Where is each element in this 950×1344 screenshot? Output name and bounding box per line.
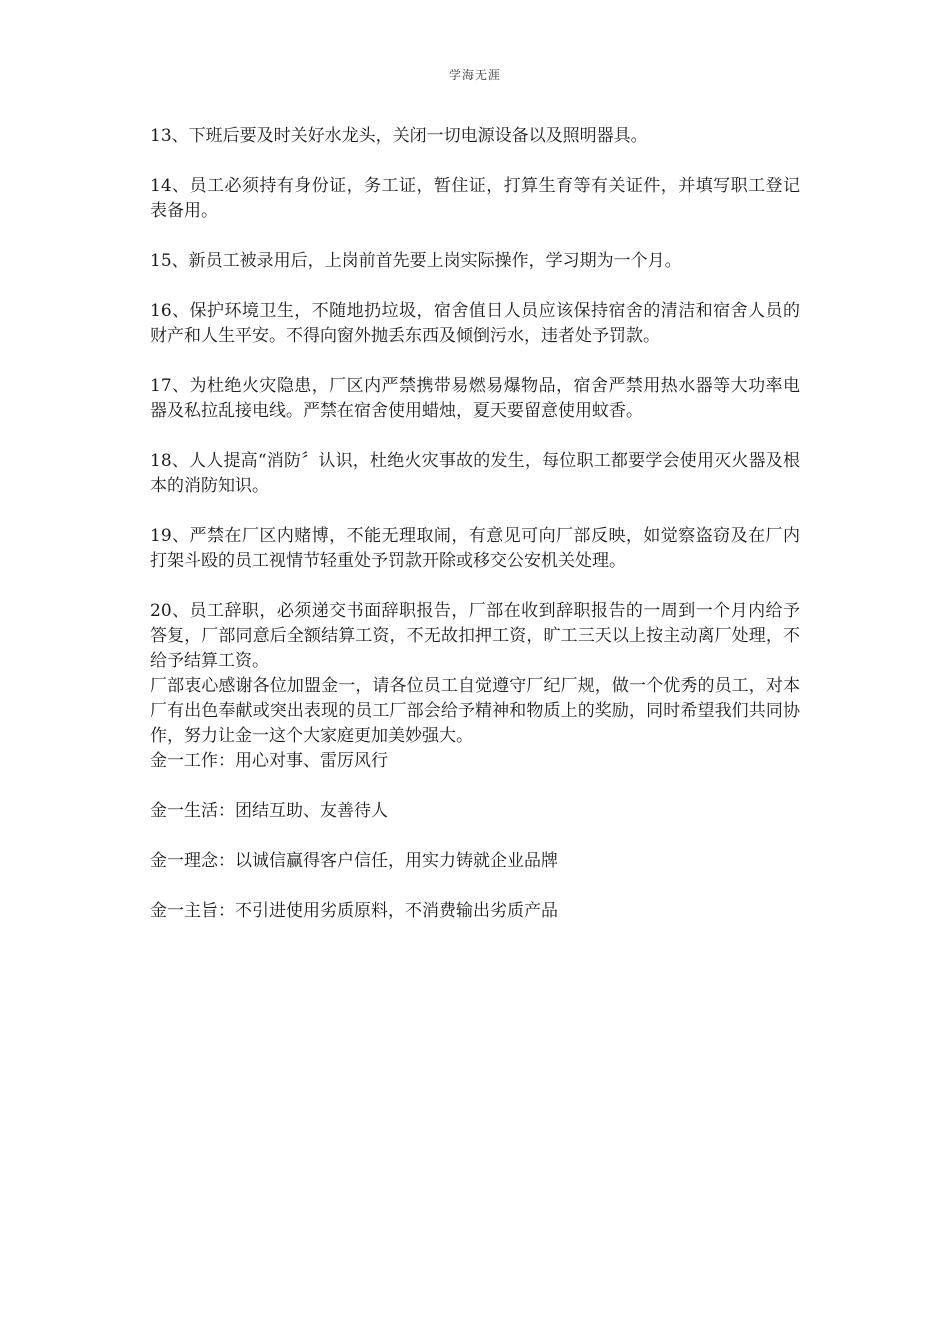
- rule-16: 16、保护环境卫生，不随地扔垃圾，宿舍值日人员应该保持宿舍的清洁和宿舍人员的财产和人生平安。不得向窗外抛丢东西及倾倒污水，违者处予罚款。: [150, 301, 800, 346]
- document-body: [150, 124, 800, 949]
- rule-20: 20、员工辞职，必须递交书面辞职报告，厂部在收到辞职报告的一周到一个月内给予答复，厂部同意后全额结算工资，不无故扣押工资，旷工三天以上按主动离厂处理，不给予结算工资。: [150, 601, 800, 671]
- motto-life: 金一生活：团结互助、友善待人: [150, 801, 388, 821]
- motto-work: 金一工作：用心对事、雷厉风行: [150, 751, 388, 771]
- rule-18: 18、人人提高“消防〞认识，杜绝火灾事故的发生，每位职工都要学会使用灭火器及根本的消防知识。: [150, 451, 800, 496]
- rule-19: 19、严禁在厂区内赌博，不能无理取闹，有意见可向厂部反映，如觉察盗窃及在厂内打架斗殴的员工视情节轻重处予罚款开除或移交公安机关处理。: [150, 526, 800, 571]
- rule-17: 17、为杜绝火灾隐患，厂区内严禁携带易燃易爆物品，宿舍严禁用热水器等大功率电器及私拉乱接电线。严禁在宿舍使用蜡烛，夏天要留意使用蚊香。: [150, 376, 800, 421]
- motto-principle: 金一主旨：不引进使用劣质原料，不消费输出劣质产品: [150, 901, 558, 921]
- rule-15: 15、新员工被录用后，上岗前首先要上岗实际操作，学习期为一个月。: [150, 251, 682, 271]
- rule-14: 14、员工必须持有身份证，务工证，暂住证，打算生育等有关证件，并填写职工登记表备用。: [150, 176, 800, 221]
- motto-philosophy: 金一理念：以诚信赢得客户信任，用实力铸就企业品牌: [150, 851, 558, 871]
- closing-paragraph: 厂部衷心感谢各位加盟金一，请各位员工自觉遵守厂纪厂规，做一个优秀的员工，对本厂有出色奉献或突出表现的员工厂部会给予精神和物质上的奖励，同时希望我们共同协作，努力让金一这个大家庭更加美妙强大。: [150, 676, 800, 746]
- rule-13: 13、下班后要及时关好水龙头，关闭一切电源设备以及照明器具。: [150, 126, 648, 146]
- page-header: 学海无涯: [448, 68, 501, 82]
